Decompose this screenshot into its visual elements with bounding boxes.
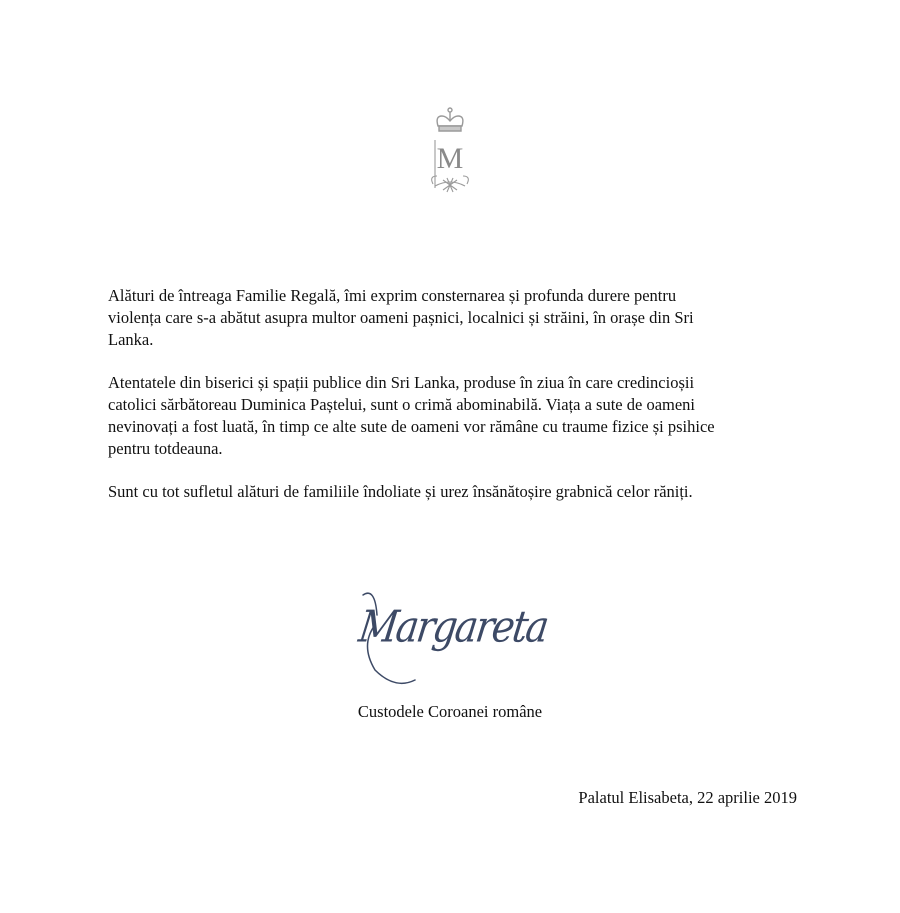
svg-text:M: M (436, 142, 464, 175)
paragraph (108, 372, 715, 460)
signature-name: Margareta (355, 601, 551, 652)
text-line: violența care s-a abătut asupra multor oameni pașnici, localnici și străini, în orașe din Sri (108, 308, 694, 327)
letter-body (108, 285, 715, 524)
handwritten-signature (355, 585, 555, 695)
text-line: Lanka. (108, 330, 154, 349)
text-line: Alături de întreaga Familie Regală, îmi exprim consternarea și profunda durere pentru (108, 286, 677, 305)
text-line: pentru totdeauna. (108, 439, 223, 458)
paragraph (108, 481, 715, 503)
text-line: Sunt cu tot sufletul alături de familiile îndoliate și urez însănătoșire grabnică celor răniți. (108, 482, 693, 501)
royal-monogram-logo (425, 106, 475, 196)
place-and-date: Palatul Elisabeta, 22 aprilie 2019 (578, 788, 797, 807)
crown-icon (425, 106, 475, 196)
text-line: catolici sărbătoreau Duminica Paștelui, sunt o crimă abominabilă. Viața a sute de oameni (108, 395, 696, 414)
text-line: nevinovați a fost luată, în timp ce alte sute de oameni vor rămâne cu traume fizice și psihice (108, 417, 715, 436)
paragraph (108, 285, 715, 351)
text-line: Atentatele din biserici și spații publice din Sri Lanka, produse în ziua în care credincioșii (108, 373, 695, 392)
signatory-title: Custodele Coroanei române (357, 702, 543, 721)
